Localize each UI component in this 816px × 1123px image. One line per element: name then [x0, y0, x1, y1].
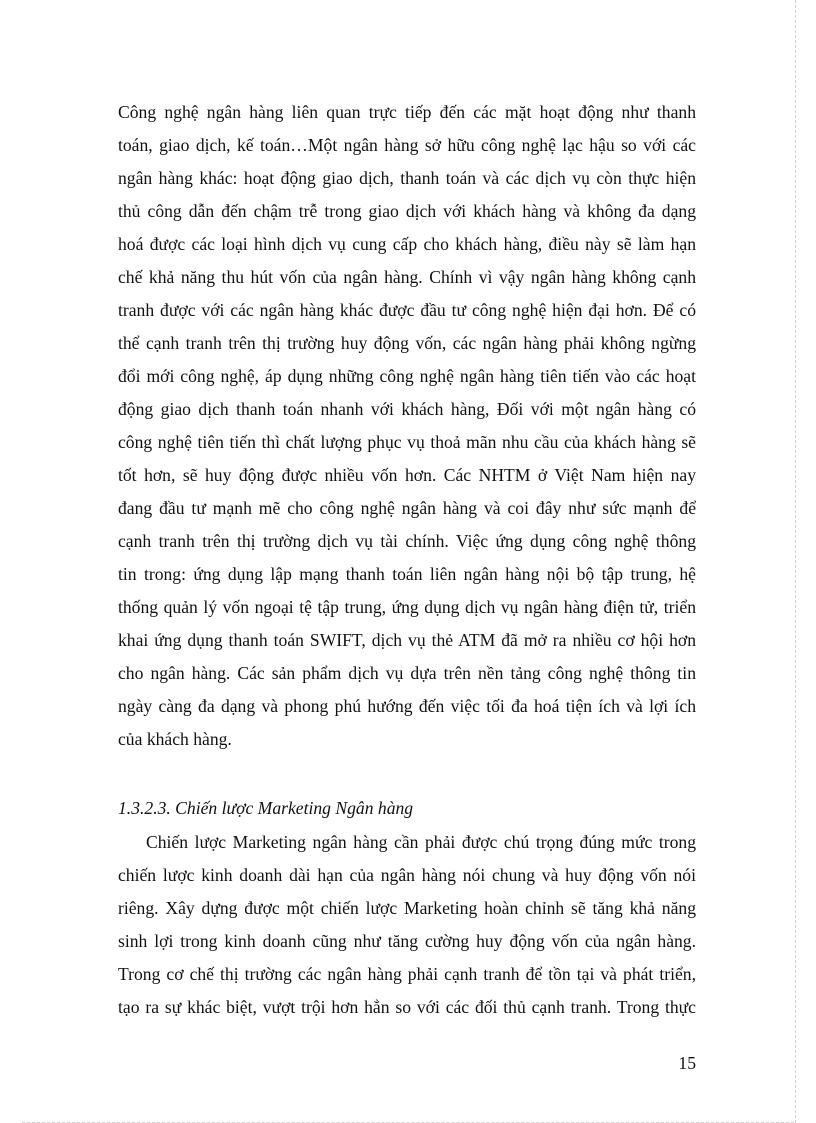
text-line: hoá được các loại hình dịch vụ cung cấp cho khách hàng, điều này sẽ làm hạn — [118, 234, 696, 254]
text-line: đang đầu tư mạnh mẽ cho công nghệ ngân hàng và coi đây như sức mạnh để — [118, 498, 696, 518]
text-line: đổi mới công nghệ, áp dụng những công nghệ ngân hàng tiên tiến vào các hoạt — [118, 366, 696, 386]
text-line: khai ứng dụng thanh toán SWIFT, dịch vụ thẻ ATM đã mở ra nhiều cơ hội hơn — [118, 630, 696, 650]
text-line: toán, giao dịch, kế toán…Một ngân hàng sở hữu công nghệ lạc hậu so với các — [118, 135, 696, 155]
text-line: thể cạnh tranh trên thị trường huy động vốn, các ngân hàng phải không ngừng — [118, 333, 696, 353]
text-line: tốt hơn, sẽ huy động được nhiều vốn hơn. Các NHTM ở Việt Nam hiện nay — [118, 465, 696, 485]
text-line: ngân hàng khác: hoạt động giao dịch, thanh toán và các dịch vụ còn thực hiện — [118, 168, 696, 188]
text-line: chế khả năng thu hút vốn của ngân hàng. Chính vì vậy ngân hàng không cạnh — [118, 267, 696, 287]
text-line: Chiến lược Marketing ngân hàng cần phải được chú trọng đúng mức trong — [146, 832, 696, 852]
text-line: công nghệ tiên tiến thì chất lượng phục vụ thoả mãn nhu cầu của khách hàng sẽ — [118, 432, 696, 452]
text-line: chiến lược kinh doanh dài hạn của ngân hàng nói chung và huy động vốn nói — [118, 865, 696, 885]
text-line: thống quản lý vốn ngoại tệ tập trung, ứng dụng dịch vụ ngân hàng điện tử, triển — [118, 597, 696, 617]
text-line: động giao dịch thanh toán nhanh với khách hàng, Đối với một ngân hàng có — [118, 399, 696, 419]
text-line: Trong cơ chế thị trường các ngân hàng phải cạnh tranh để tồn tại và phát triển, — [118, 964, 696, 984]
text-line: Công nghệ ngân hàng liên quan trực tiếp đến các mặt hoạt động như thanh — [118, 102, 696, 122]
page-border-right — [795, 0, 796, 1123]
text-line: cạnh tranh trên thị trường dịch vụ tài chính. Việc ứng dụng công nghệ thông — [118, 531, 696, 551]
text-line: cho ngân hàng. Các sản phẩm dịch vụ dựa trên nền tảng công nghệ thông tin — [118, 663, 696, 683]
page-number: 15 — [678, 1053, 696, 1073]
text-line: ngày càng đa dạng và phong phú hướng đến việc tối đa hoá tiện ích và lợi ích — [118, 696, 696, 716]
text-line: tranh được với các ngân hàng khác được đầu tư công nghệ hiện đại hơn. Để có — [118, 300, 696, 320]
section-heading: 1.3.2.3. Chiến lược Marketing Ngân hàng — [118, 798, 414, 818]
text-line: riêng. Xây dựng được một chiến lược Marketing hoàn chỉnh sẽ tăng khả năng — [118, 898, 696, 918]
text-line: tin trong: ứng dụng lập mạng thanh toán liên ngân hàng nội bộ tập trung, hệ — [118, 564, 696, 584]
text-line: thủ công dẫn đến chậm trễ trong giao dịch với khách hàng và không đa dạng — [118, 201, 696, 221]
text-line: sinh lợi trong kinh doanh cũng như tăng cường huy động vốn của ngân hàng. — [118, 931, 696, 951]
text-line: tạo ra sự khác biệt, vượt trội hơn hẳn so với các đối thủ cạnh tranh. Trong thực — [118, 997, 696, 1017]
text-line: của khách hàng. — [118, 729, 232, 749]
